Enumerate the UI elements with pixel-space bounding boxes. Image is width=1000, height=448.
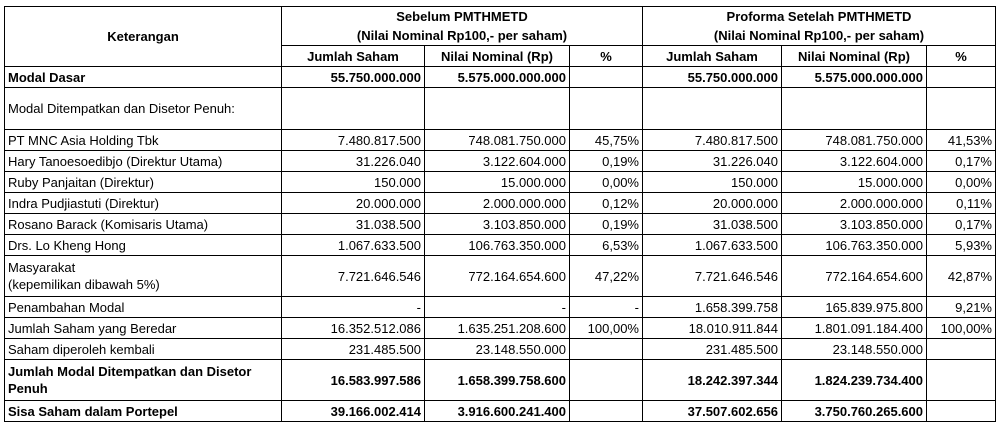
before-nominal: 15.000.000 <box>425 172 570 193</box>
before-shares: 16.352.512.086 <box>282 318 425 339</box>
after-pct: 0,17% <box>927 214 996 235</box>
before-nominal: 3.122.604.000 <box>425 151 570 172</box>
before-nominal: 2.000.000.000 <box>425 193 570 214</box>
before-nominal: 106.763.350.000 <box>425 235 570 256</box>
after-shares: 31.226.040 <box>643 151 782 172</box>
before-pct <box>570 401 643 422</box>
before-nominal: - <box>425 297 570 318</box>
header-group-after-subtitle: (Nilai Nominal Rp100,- per saham) <box>713 28 925 43</box>
after-shares: 18.242.397.344 <box>643 360 782 401</box>
before-shares: 1.067.633.500 <box>282 235 425 256</box>
header-group-before-title: Sebelum PMTHMETD <box>396 9 528 24</box>
before-pct <box>570 88 643 130</box>
before-pct: 0,19% <box>570 151 643 172</box>
row-label: Penambahan Modal <box>5 297 282 318</box>
row-label: Modal Ditempatkan dan Disetor Penuh: <box>5 88 282 130</box>
before-pct: 0,19% <box>570 214 643 235</box>
row-label: Saham diperoleh kembali <box>5 339 282 360</box>
after-nominal: 106.763.350.000 <box>782 235 927 256</box>
after-shares: 7.480.817.500 <box>643 130 782 151</box>
table-row <box>5 130 996 151</box>
row-label: Sisa Saham dalam Portepel <box>5 401 282 422</box>
before-pct: 0,00% <box>570 172 643 193</box>
after-shares: 231.485.500 <box>643 339 782 360</box>
after-pct: 42,87% <box>927 256 996 297</box>
after-pct: 0,11% <box>927 193 996 214</box>
header-group-before <box>282 7 643 46</box>
table-row <box>5 193 996 214</box>
before-shares: 231.485.500 <box>282 339 425 360</box>
row-label: Ruby Panjaitan (Direktur) <box>5 172 282 193</box>
before-pct <box>570 339 643 360</box>
after-pct <box>927 339 996 360</box>
row-label <box>5 256 282 297</box>
table-row <box>5 339 996 360</box>
before-shares: 31.226.040 <box>282 151 425 172</box>
before-shares: - <box>282 297 425 318</box>
before-pct <box>570 67 643 88</box>
row-label: Jumlah Saham yang Beredar <box>5 318 282 339</box>
after-shares: 55.750.000.000 <box>643 67 782 88</box>
table-row <box>5 318 996 339</box>
table-row-total-paid-up <box>5 360 996 401</box>
after-nominal <box>782 88 927 130</box>
header-group-after-title: Proforma Setelah PMTHMETD <box>726 9 912 24</box>
before-shares: 39.166.002.414 <box>282 401 425 422</box>
header-keterangan: Keterangan <box>5 7 282 67</box>
row-label-line2: Penuh <box>8 381 48 396</box>
header-before-nominal: Nilai Nominal (Rp) <box>425 46 570 67</box>
before-nominal: 3.103.850.000 <box>425 214 570 235</box>
header-after-nominal: Nilai Nominal (Rp) <box>782 46 927 67</box>
after-shares: 7.721.646.546 <box>643 256 782 297</box>
table-row-modal-dasar <box>5 67 996 88</box>
after-nominal: 3.750.760.265.600 <box>782 401 927 422</box>
before-shares: 20.000.000 <box>282 193 425 214</box>
after-pct <box>927 67 996 88</box>
after-pct <box>927 88 996 130</box>
before-shares: 150.000 <box>282 172 425 193</box>
after-nominal: 1.801.091.184.400 <box>782 318 927 339</box>
after-pct <box>927 360 996 401</box>
after-pct: 0,00% <box>927 172 996 193</box>
before-nominal <box>425 88 570 130</box>
table-row <box>5 297 996 318</box>
after-nominal: 748.081.750.000 <box>782 130 927 151</box>
before-pct: - <box>570 297 643 318</box>
header-after-pct: % <box>927 46 996 67</box>
row-label-line1: Masyarakat <box>8 260 76 275</box>
before-pct: 45,75% <box>570 130 643 151</box>
after-pct: 100,00% <box>927 318 996 339</box>
after-shares: 31.038.500 <box>643 214 782 235</box>
header-after-shares: Jumlah Saham <box>643 46 782 67</box>
after-pct: 5,93% <box>927 235 996 256</box>
after-nominal: 3.122.604.000 <box>782 151 927 172</box>
before-shares <box>282 88 425 130</box>
before-nominal: 5.575.000.000.000 <box>425 67 570 88</box>
before-pct: 6,53% <box>570 235 643 256</box>
before-nominal: 748.081.750.000 <box>425 130 570 151</box>
row-label: PT MNC Asia Holding Tbk <box>5 130 282 151</box>
after-shares: 18.010.911.844 <box>643 318 782 339</box>
after-pct: 9,21% <box>927 297 996 318</box>
before-shares: 31.038.500 <box>282 214 425 235</box>
before-nominal: 3.916.600.241.400 <box>425 401 570 422</box>
after-nominal: 1.824.239.734.400 <box>782 360 927 401</box>
table-row <box>5 214 996 235</box>
row-label <box>5 360 282 401</box>
row-label: Drs. Lo Kheng Hong <box>5 235 282 256</box>
after-nominal: 165.839.975.800 <box>782 297 927 318</box>
header-row-group <box>5 7 996 46</box>
before-pct: 100,00% <box>570 318 643 339</box>
after-shares: 20.000.000 <box>643 193 782 214</box>
table-row-section-title <box>5 88 996 130</box>
before-nominal: 23.148.550.000 <box>425 339 570 360</box>
table-row <box>5 235 996 256</box>
row-label: Hary Tanoesoedibjo (Direktur Utama) <box>5 151 282 172</box>
after-shares: 150.000 <box>643 172 782 193</box>
before-nominal: 1.658.399.758.600 <box>425 360 570 401</box>
after-shares: 37.507.602.656 <box>643 401 782 422</box>
after-pct <box>927 401 996 422</box>
row-label: Rosano Barack (Komisaris Utama) <box>5 214 282 235</box>
table-row <box>5 172 996 193</box>
before-nominal: 772.164.654.600 <box>425 256 570 297</box>
before-pct <box>570 360 643 401</box>
after-nominal: 23.148.550.000 <box>782 339 927 360</box>
capital-structure-table <box>4 6 996 422</box>
row-label-line1: Jumlah Modal Ditempatkan dan Disetor <box>8 364 252 379</box>
before-shares: 7.480.817.500 <box>282 130 425 151</box>
table-row <box>5 256 996 297</box>
row-label-line2: (kepemilikan dibawah 5%) <box>8 277 160 292</box>
before-pct: 0,12% <box>570 193 643 214</box>
after-pct: 0,17% <box>927 151 996 172</box>
after-shares <box>643 88 782 130</box>
before-shares: 16.583.997.586 <box>282 360 425 401</box>
before-nominal: 1.635.251.208.600 <box>425 318 570 339</box>
after-nominal: 15.000.000 <box>782 172 927 193</box>
header-group-after <box>643 7 996 46</box>
after-nominal: 3.103.850.000 <box>782 214 927 235</box>
before-pct: 47,22% <box>570 256 643 297</box>
row-label: Indra Pudjiastuti (Direktur) <box>5 193 282 214</box>
after-shares: 1.067.633.500 <box>643 235 782 256</box>
header-group-before-subtitle: (Nilai Nominal Rp100,- per saham) <box>356 28 568 43</box>
after-nominal: 5.575.000.000.000 <box>782 67 927 88</box>
table-row <box>5 151 996 172</box>
row-label: Modal Dasar <box>5 67 282 88</box>
header-before-shares: Jumlah Saham <box>282 46 425 67</box>
after-nominal: 2.000.000.000 <box>782 193 927 214</box>
after-nominal: 772.164.654.600 <box>782 256 927 297</box>
before-shares: 7.721.646.546 <box>282 256 425 297</box>
after-shares: 1.658.399.758 <box>643 297 782 318</box>
before-shares: 55.750.000.000 <box>282 67 425 88</box>
after-pct: 41,53% <box>927 130 996 151</box>
table-row-portepel <box>5 401 996 422</box>
header-before-pct: % <box>570 46 643 67</box>
